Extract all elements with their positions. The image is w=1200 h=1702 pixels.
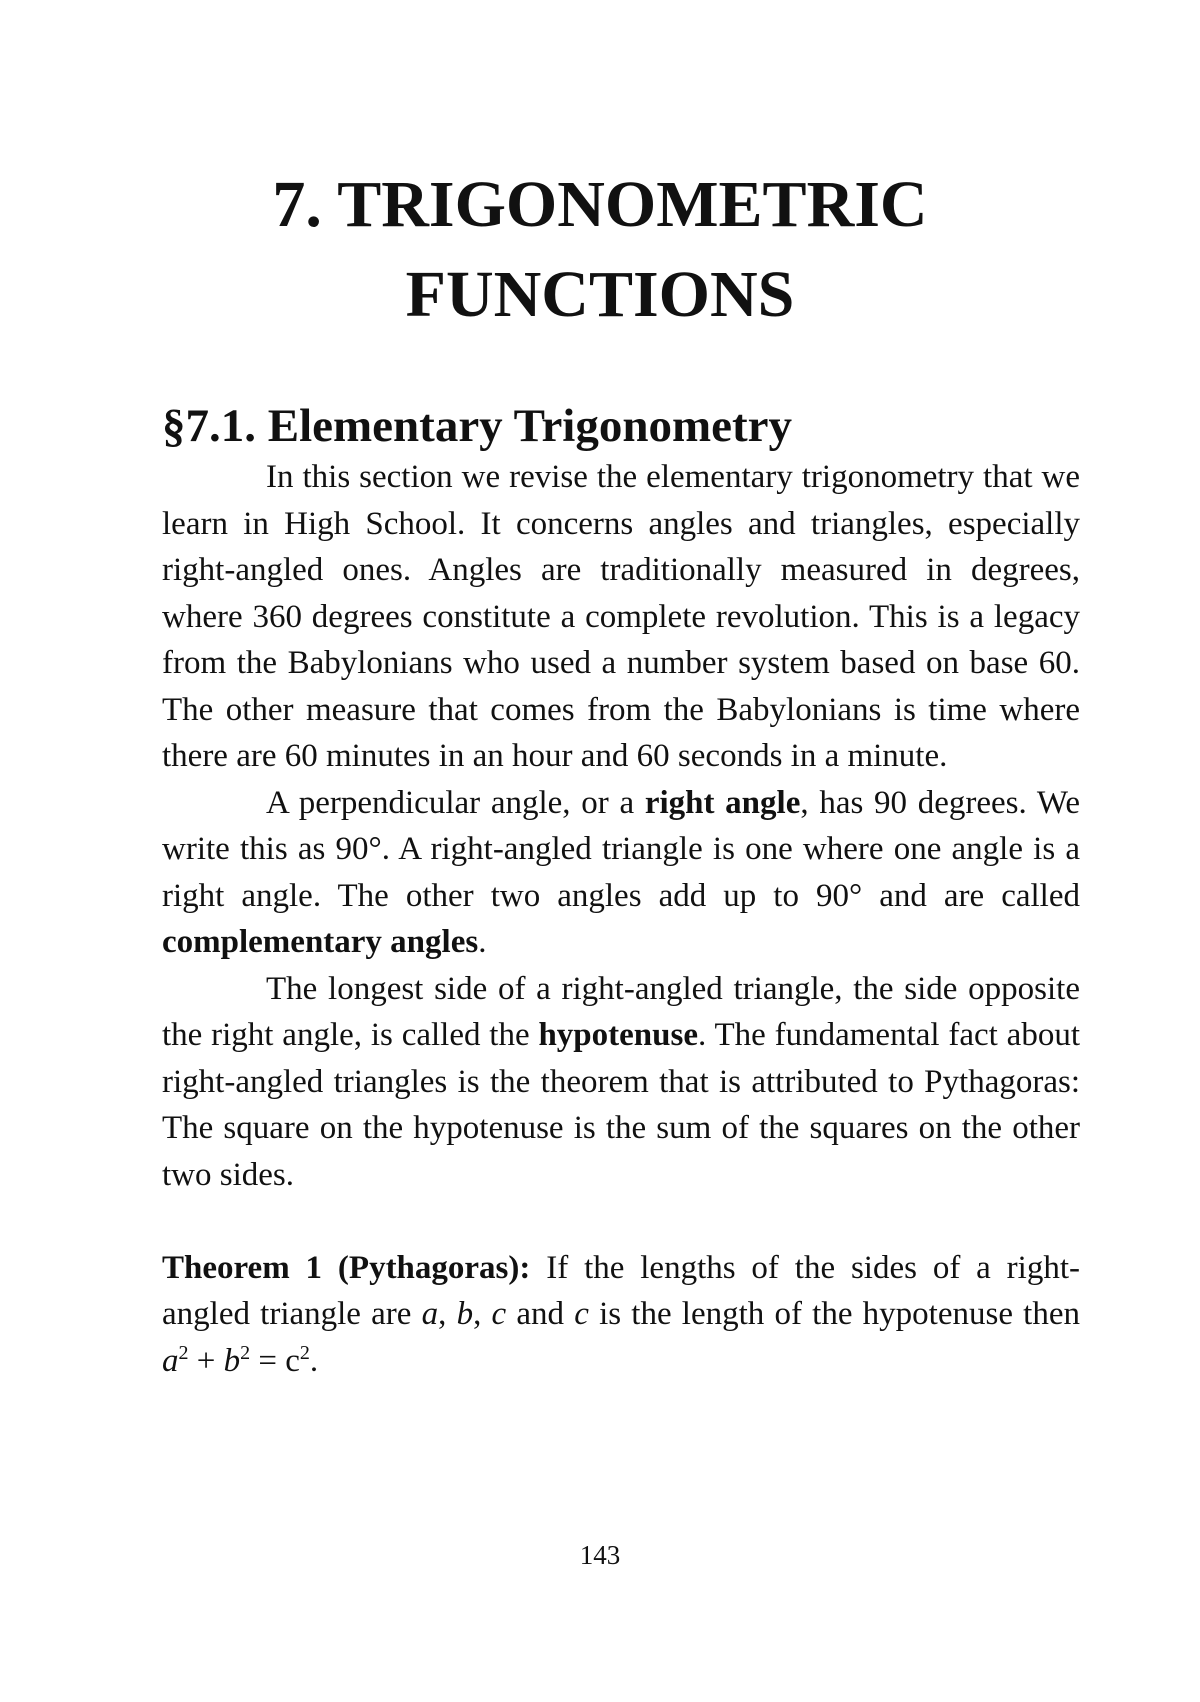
exponent: 2 (178, 1341, 189, 1364)
variable-a: a (421, 1296, 439, 1332)
separator: , (438, 1296, 457, 1332)
exponent: 2 (240, 1341, 251, 1364)
theorem-label: Theorem 1 (Pythagoras): (162, 1249, 531, 1286)
variable-b: b (456, 1296, 474, 1332)
body-text (162, 454, 1080, 1384)
paragraph-intro: In this section we revise the elementary trigonometry that we learn in High School. It concerns angles and triangles, especially right-angled ones. Angles are traditionally measured in degrees, where 360 degrees constitute a complete revolution. This is a legacy from the Babylonians who used a number system based on base 60. The other measure that comes from the Babylonians is time where there are 60 minutes in an hour and 60 seconds in a minute. (162, 459, 1080, 774)
page-number: 143 (579, 1540, 621, 1570)
equation-equals: = c (250, 1342, 300, 1379)
equation-b: b (223, 1342, 241, 1379)
exponent: 2 (299, 1341, 310, 1364)
equation-end: . (309, 1342, 319, 1379)
theorem-text: If the lengths of the sides of a right-angled triangle are (162, 1249, 1080, 1332)
equation-plus: + (188, 1342, 224, 1379)
paragraph-text: The longest side of a right-angled triangle, the side opposite the right angle, is called the (162, 970, 1080, 1053)
chapter-title-line-2: FUNCTIONS (405, 258, 795, 331)
term-right-angle: right angle (644, 784, 801, 821)
theorem-pythagoras (162, 1245, 1080, 1385)
theorem-text: is the length of the hypotenuse then (588, 1296, 1080, 1332)
paragraph-text: . (478, 924, 487, 960)
theorem-text: and (506, 1296, 575, 1332)
paragraph-hypotenuse (162, 966, 1080, 1199)
chapter-title (0, 160, 1200, 340)
variable-c: c (574, 1296, 589, 1332)
section-heading: §7.1. Elementary Trigonometry (162, 400, 793, 452)
chapter-title-line-1: 7. TRIGONOMETRIC (272, 168, 928, 241)
term-hypotenuse: hypotenuse (538, 1017, 698, 1053)
paragraph-text: , has 90 degrees. We write this as 90°. A right-angled triangle is one where one angle is a right angle. The other two angles add up to 90° and are called (162, 784, 1081, 914)
paragraph-right-angle (162, 780, 1080, 966)
paragraph-text: . The fundamental fact about right-angled triangles is the theorem that is attributed to Pythagoras: The square on the hypotenuse is the sum of the squares on the other two sides. (162, 1017, 1080, 1193)
paragraph-text: A perpendicular angle, or a (266, 784, 645, 821)
equation-a: a (162, 1342, 179, 1379)
term-complementary-angles: complementary angles (162, 924, 479, 960)
variable-c: c (491, 1296, 507, 1332)
separator: , (473, 1296, 492, 1332)
